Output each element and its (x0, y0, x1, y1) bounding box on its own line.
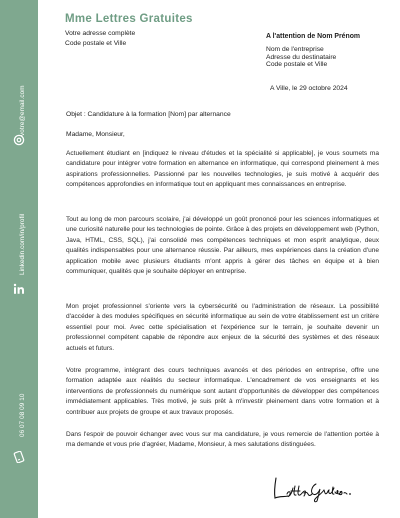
paragraph-3: Mon projet professionnel s'oriente vers la cybersécurité ou l'administration de réseaux. La possibilité d'accéder à des modules spécifiques en sécurité informatique au sein de votre établissement est un critère essentiel pour moi. Avec cette spécialisation et l'expérience sur le terrain, je souhaite devenir un professionnel compétent capable de répondre aux enjeux de la sécurité des systèmes et des réseaux actuels et futurs. (66, 303, 379, 352)
email-text: votre@email.com (19, 85, 26, 136)
letter-date: A Ville, le 29 octobre 2024 (270, 85, 348, 92)
sender-postal-city: Code postale et Ville (65, 40, 127, 47)
sender-name: Mme Lettres Gratuites (65, 13, 193, 25)
greeting: Madame, Monsieur, (66, 131, 125, 138)
at-icon (13, 134, 25, 146)
sender-address: Votre adresse complète (65, 30, 136, 37)
phone-icon (13, 451, 25, 463)
recipient-attention: A l'attention de Nom Prénom (266, 33, 361, 40)
paragraph-2: Tout au long de mon parcours scolaire, j'ai développé un goût prononcé pour les sciences informatiques et une curiosité naturelle pour les technologies de pointe. Grâce à des projets en développement web (Python, Java, HTML, CSS, SQL), j'ai consolidé mes compétences techniques et mon esprit analytique, deux qualités indispensables pour une alternance réussie. Par ailleurs, mes expériences dans la création d'une application mobile avec plusieurs étudiants m'ont appris à gérer des tâches en équipe et à bien communiquer, qualités que je souhaite déployer en entreprise. (66, 216, 379, 276)
linkedin-icon (13, 283, 25, 295)
recipient-postal-city: Code postale et Ville (266, 61, 328, 68)
phone-text: 06 07 08 09 10 (19, 393, 26, 437)
paragraph-5: Dans l'espoir de pouvoir échanger avec vous sur ma candidature, je vous remercie de l'attention portée à ma demande et vous prie d'agréer, Madame, Monsieur, à mes salutations distinguées. (66, 431, 379, 449)
recipient-company: Nom de l'entreprise (266, 46, 324, 53)
paragraph-1: Actuellement étudiant en [indiquez le niveau d'études et la spécialité si applicable], je vous soumets ma candidature pour intégrer votre formation en alternance en informatique, qui correspond pleinement à mes aspirations professionnelles. Passionné par les nouvelles technologies, je suis motivé à acquérir des compétences approfondies en informatique tout en appliquant mes connaissances en entreprise. (66, 150, 379, 189)
letter-subject: Objet : Candidature à la formation [Nom] par alternance (66, 111, 231, 118)
linkedin-text: Linkedin.com/in/profil (19, 213, 26, 275)
paragraph-4: Votre programme, intégrant des cours techniques avancés et des périodes en entreprise, offre une formation adaptée aux réalités du secteur informatique. L'encadrement de vos enseignants et les interventions de professionnels du numérique sont autant d'opportunités de développer des compétences immédiatement applicables. Très motivé, je suis prêt à m'investir pleinement dans votre formation et à contribuer aux projets de groupe et aux travaux proposés. (66, 367, 379, 416)
recipient-block (266, 33, 396, 68)
recipient-address: Adresse du destinataire (266, 53, 337, 61)
signature (272, 474, 354, 504)
sidebar (0, 0, 38, 518)
